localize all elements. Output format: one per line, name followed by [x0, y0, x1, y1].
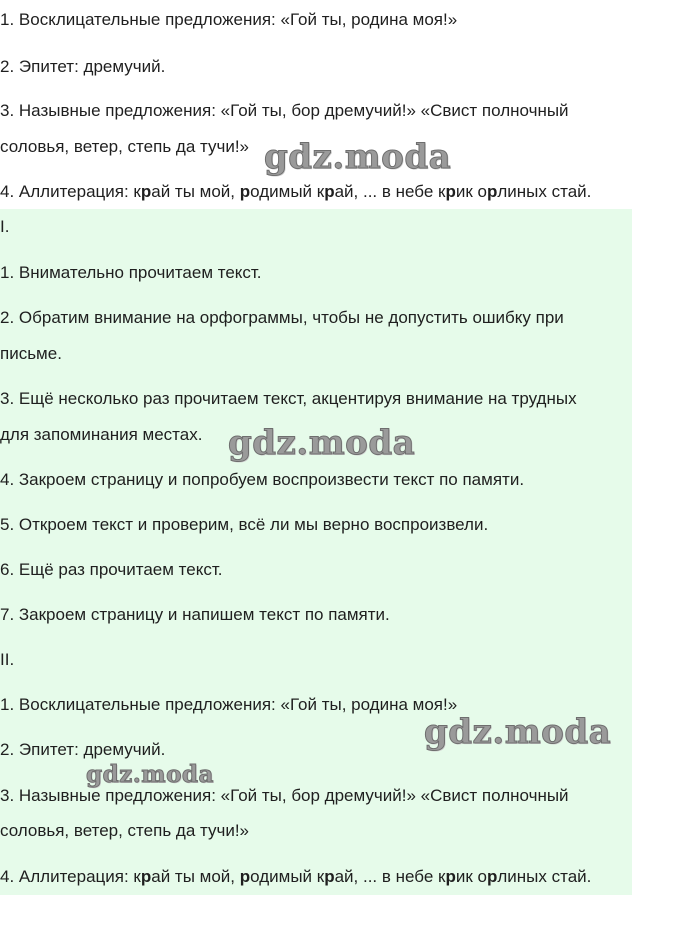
section1-step-2-line1: 2. Обратим внимание на орфограммы, чтобы не допустить ошибку при — [0, 308, 564, 327]
watermark-logo: gdz.moda — [228, 423, 416, 463]
top-item-3-line2: соловья, ветер, степь да тучи!» — [0, 137, 249, 156]
section2-item-3-line1: 3. Назывные предложения: «Гой ты, бор дремучий!» «Свист полночный — [0, 786, 569, 805]
watermark-logo: gdz.moda — [264, 137, 452, 177]
section1-step-2-line2: письме. — [0, 344, 62, 363]
watermark-logo: gdz.moda — [424, 712, 612, 752]
section2-header: II. — [0, 650, 15, 669]
section2-item-4: 4. Аллитерация: край ты мой, родимый край, ... в небе крик орлиных стай. — [0, 867, 592, 886]
section1-step-5: 5. Откроем текст и проверим, всё ли мы верно воспроизвели. — [0, 515, 489, 534]
section1-header: I. — [0, 217, 10, 236]
section2-item-3-line2: соловья, ветер, степь да тучи!» — [0, 821, 249, 840]
section2-item-2: 2. Эпитет: дремучий. — [0, 740, 166, 759]
section1-step-4: 4. Закроем страницу и попробуем воспроизвести текст по памяти. — [0, 470, 525, 489]
section2-item-1: 1. Восклицательные предложения: «Гой ты, родина моя!» — [0, 695, 458, 714]
top-item-1: 1. Восклицательные предложения: «Гой ты, родина моя!» — [0, 10, 458, 29]
section1-step-3-line2: для запоминания местах. — [0, 425, 203, 444]
section1-step-3-line1: 3. Ещё несколько раз прочитаем текст, акцентируя внимание на трудных — [0, 389, 577, 408]
top-item-2: 2. Эпитет: дремучий. — [0, 57, 166, 76]
section1-step-1: 1. Внимательно прочитаем текст. — [0, 263, 262, 282]
section1-step-7: 7. Закроем страницу и напишем текст по памяти. — [0, 605, 390, 624]
top-item-3-line1: 3. Назывные предложения: «Гой ты, бор дремучий!» «Свист полночный — [0, 101, 569, 120]
top-item-4: 4. Аллитерация: край ты мой, родимый край, ... в небе крик орлиных стай. — [0, 182, 592, 201]
watermark-logo: gdz.moda — [86, 761, 214, 788]
section1-step-6: 6. Ещё раз прочитаем текст. — [0, 560, 223, 579]
